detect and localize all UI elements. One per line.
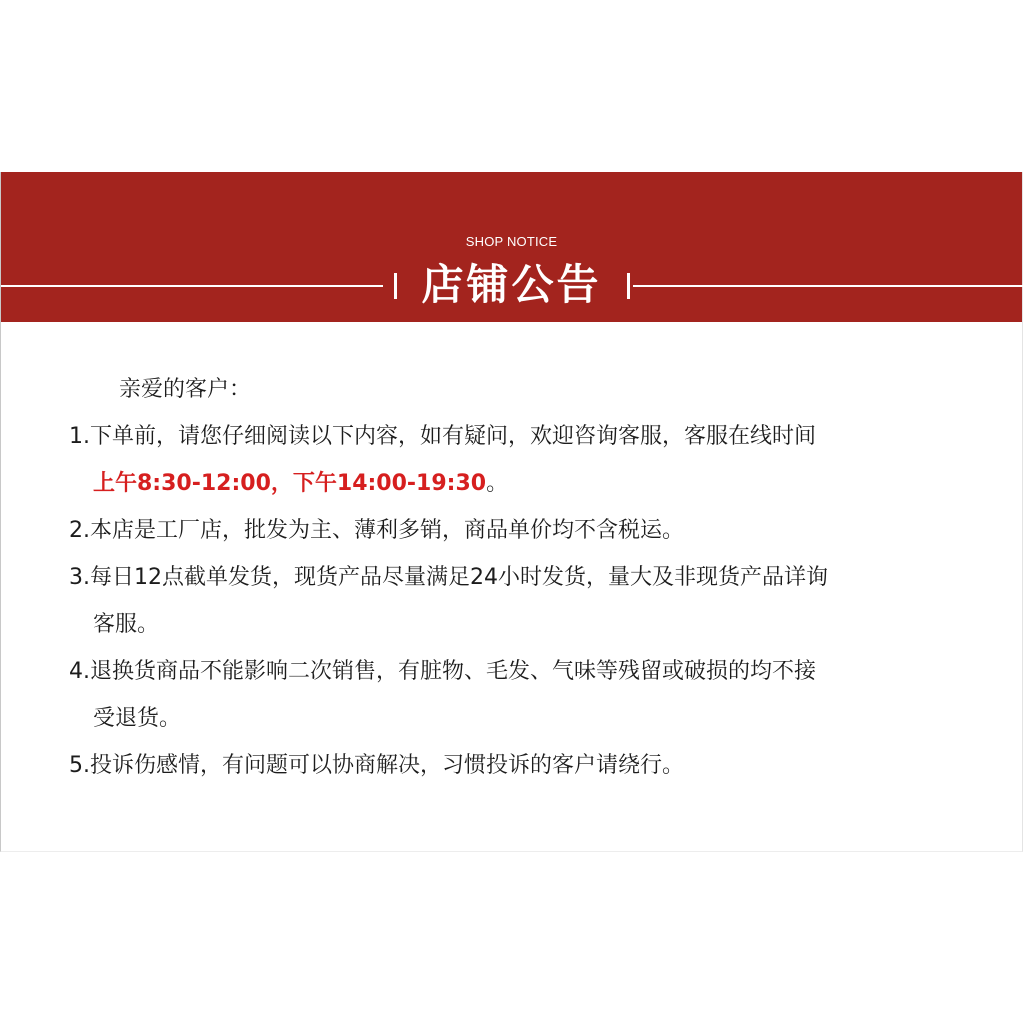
banner-title: 店铺公告 (421, 260, 602, 309)
notice-greeting: 亲爱的客户： (119, 377, 252, 402)
notice-item-2: 2.本店是工厂店，批发为主、薄利多销，商品单价均不含税运。 (69, 518, 684, 543)
banner-subtitle: SHOP NOTICE (465, 234, 558, 249)
banner-tick-right (627, 273, 630, 299)
shop-notice-card (0, 172, 1023, 852)
notice-banner (1, 172, 1022, 322)
notice-item-4-line-1: 4.退换货商品不能影响二次销售，有脏物、毛发、气味等残留或破损的均不接 (69, 659, 816, 684)
notice-item-3-line-2: 客服。 (93, 612, 160, 637)
banner-rule-right (633, 285, 1024, 287)
notice-item-3-line-1: 3.每日12点截单发货，现货产品尽量满足24小时发货，量大及非现货产品详询 (69, 565, 828, 590)
service-hours-highlight: 上午8:30-12:00，下午14:00-19:30 (93, 471, 487, 496)
notice-item-1-end: 。 (486, 471, 509, 496)
notice-item-4-line-2: 受退货。 (93, 706, 182, 731)
notice-content (69, 366, 989, 789)
notice-item-1-line-2 (69, 460, 989, 507)
notice-item-5: 5.投诉伤感情，有问题可以协商解决，习惯投诉的客户请绕行。 (69, 753, 684, 778)
notice-item-1-line-1: 1.下单前，请您仔细阅读以下内容，如有疑问，欢迎咨询客服，客服在线时间 (69, 424, 816, 449)
